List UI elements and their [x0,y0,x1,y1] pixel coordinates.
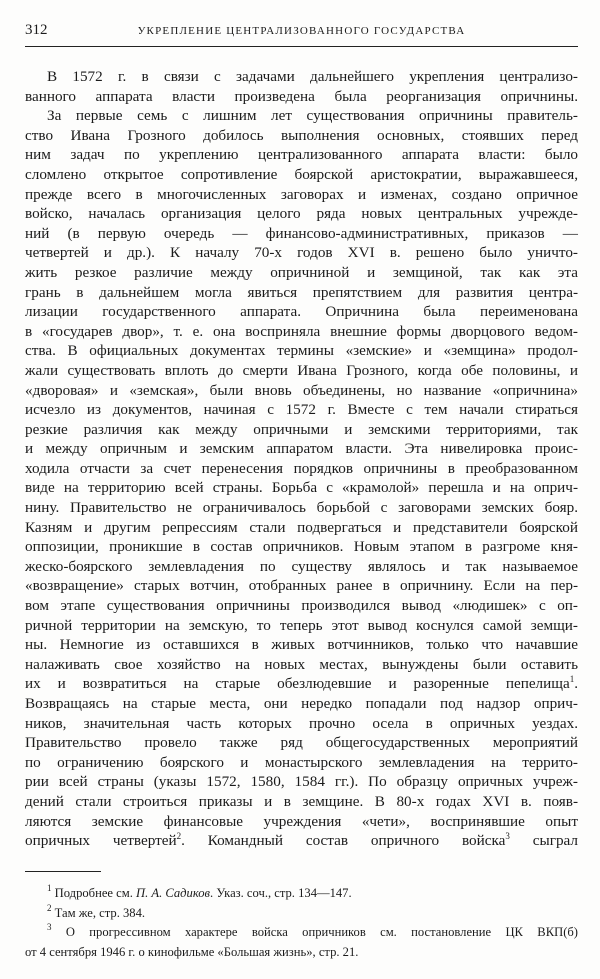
text-line [25,283,578,303]
text-line [25,106,578,126]
text-line [25,165,578,185]
text-line [25,674,578,694]
text-run: сломлено открытое сопротивление боярской аристократии, выражавшееся, [25,165,578,183]
running-title: УКРЕПЛЕНИЕ ЦЕНТРАЛИЗОВАННОГО ГОСУДАРСТВА [137,25,466,37]
text-run: сыграл [509,832,578,850]
body-text [25,67,578,851]
text-run: и между опричным и земским аппаратом власти. Эта нивелировка проис- [25,440,578,458]
text-run: Возвращаясь на старые места, они нередко попадали под надзор оприч- [25,695,578,712]
text-run: «возвращение» старых вотчин, отобранных ранее в опричнину. Если на пер- [25,577,578,595]
text-line [25,204,578,224]
text-run: ляются земские финансовые учреждения «чети», воспринявшие опыт [25,812,578,830]
footnote-line [25,923,578,943]
text-line [25,498,578,518]
text-run: жеско-боярского землевладения по существу являлось и так называемое [25,557,578,575]
text-line [25,655,578,675]
text-line [25,302,578,322]
text-run: резкие различия как между опричными и земскими территориями, так [25,420,578,438]
text-run: виде на территорию всей страны. Борьба с «крамолой» перешла и на оприч- [25,479,578,497]
text-run: В 1572 г. в связи с задачами дальнейшего укрепления централизо- [47,68,578,85]
text-line [25,224,578,244]
text-run: ходила отчасти за счет перенесения порядков опричнины в преобразованном [25,459,578,477]
text-run: вом этапе существования опричнины производился вывод «людишек» с оп- [25,597,578,615]
text-run: . Указ. соч., стр. 134—147. [210,886,352,900]
text-line [25,126,578,146]
text-run: ричной территории на земскую, то теперь этот вывод коснулся самой земщи- [25,616,578,634]
text-line [25,616,578,636]
text-line [25,635,578,655]
text-run: их и возвратиться на старые обезлюдевшие и разоренные пепелища [25,675,570,693]
footnote-marker: 3 [47,922,52,932]
text-run: прежде всего в многочисленных заговорах и изменах, создано опричное [25,185,578,203]
text-line [25,694,578,714]
footnote-marker: 1 [47,883,52,893]
text-run: . Командный состав опричного войска [181,832,506,850]
footnote-line [25,884,578,904]
footnote-marker: 2 [176,831,182,842]
text-run: рии всей страны (указы 1572, 1580, 1584 гг.). По образцу опричных учреж- [25,773,578,791]
text-line [25,753,578,773]
text-line [25,67,578,87]
running-header [25,22,578,44]
text-run: в «государев двор», т. е. она восприняла внешние формы дворцового ведом- [25,322,578,340]
text-run: ний (в первую очередь — финансово-административных, приказов — [25,224,578,242]
text-line [25,733,578,753]
text-run: Правительство провело также ряд общегосударственных мероприятий [25,734,578,752]
footnotes [25,884,578,962]
footnote-marker: 1 [569,674,575,685]
author-name: П. А. Садиков [136,886,211,900]
text-line [25,185,578,205]
text-line [25,263,578,283]
text-line [25,420,578,440]
text-line [25,576,578,596]
text-line [25,459,578,479]
text-line [25,596,578,616]
text-line [25,518,578,538]
text-line [25,87,578,107]
text-line [25,400,578,420]
text-run: жить резкое различие между опричниной и земщиной, так как эта [25,263,578,281]
footnote-line [25,943,578,963]
text-run: За первые семь с лишним лет существования опричнины правитель- [47,107,578,125]
text-line [25,557,578,577]
text-line [25,478,578,498]
footnote-line [25,904,578,924]
text-line [25,831,578,851]
text-run: нину. Правительство не ограничивалось борьбой с заговорами земских бояр. [25,499,578,517]
text-run: четвертей и др.). К началу 70-х годов XVI в. решено было уничто- [25,244,578,262]
footnote-marker: 2 [47,902,52,913]
text-run: оппозиции, проникшие в состав опричников. Новым этапом в разгроме кня- [25,538,578,556]
text-run: ников, значительная часть которых прочно осела в опричных уездах. [25,714,578,732]
text-run: от 4 сентября 1946 г. о кинофильме «Большая жизнь», стр. 21. [25,944,359,959]
header-rule [25,46,578,47]
text-run: Подробнее см. [51,886,137,900]
text-run: дений стали строиться приказы и в земщине. В 80-х годах XVI в. появ- [25,792,578,810]
text-run: ства. В официальных документах термины «земские» и «земщина» продол- [25,342,578,360]
footnote-marker: 3 [505,831,510,842]
text-run: налаживать свое хозяйство на новых местах, вынуждены были оставить [25,655,578,673]
text-run: О прогрессивном характере войска опричников см. постановление ЦК ВКП(б) [51,925,578,939]
text-line [25,812,578,832]
text-run: . [574,675,578,693]
text-run: Казням и другим репрессиям стали подвергаться и представители боярской [25,518,578,536]
text-run: «дворовая» и «земская», были вновь объединены, но название «опричнина» [25,381,578,399]
text-run: ство Ивана Грозного добилось выполнения основных, стоявших перед [25,126,578,144]
text-run: ны. Немногие из оставшихся в живых вотчинников, только что начавшие [25,636,578,654]
text-line [25,772,578,792]
text-run: исчезло из документов, начиная с 1572 г. Вместе с тем начали стираться [25,401,578,419]
text-line [25,792,578,812]
text-line [25,243,578,263]
text-line [25,381,578,401]
footnote-rule [25,871,101,872]
text-run: ним задач по укреплению централизованного аппарата власти: было [25,146,578,164]
text-line [25,145,578,165]
text-run: ванного аппарата власти произведена была реорганизация опричнины. [25,87,578,105]
text-run: Там же, стр. 384. [51,905,146,920]
text-run: лизации государственного аппарата. Опричнина была переименована [25,303,578,321]
text-run: грань в дальнейшем могла явиться препятствием для развития центра- [25,283,578,301]
text-run: по ограничению боярского и монастырского землевладения на террито- [25,753,578,771]
text-line [25,341,578,361]
text-run: опричных четвертей [25,832,177,850]
text-line [25,361,578,381]
page-number: 312 [25,22,48,38]
text-line [25,322,578,342]
text-run: жали существовать вплоть до смерти Ивана Грозного, когда обе половины, и [25,361,578,379]
text-line [25,714,578,734]
text-run: войско, началась организация целого ряда новых центральных учрежде- [25,205,578,223]
text-line [25,537,578,557]
text-line [25,439,578,459]
